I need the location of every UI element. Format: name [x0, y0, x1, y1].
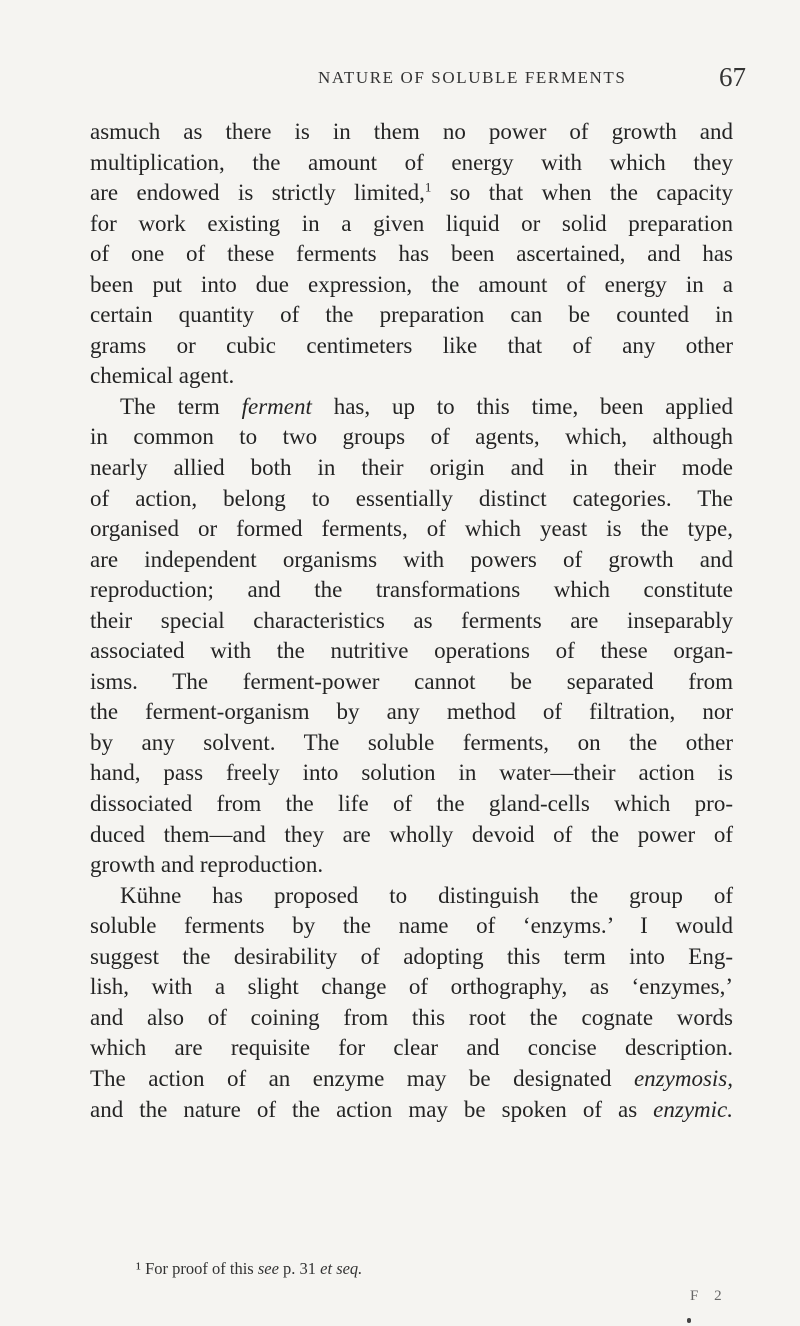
text-line: reproduction; and the transformations which constitute: [90, 577, 733, 603]
running-head: [0, 62, 800, 102]
paragraph-1: [90, 117, 733, 392]
text-segment: so that when the capacity: [431, 180, 733, 206]
text-line: in common to two groups of agents, which, although: [90, 424, 733, 450]
page-number: 67: [719, 62, 746, 92]
body-text: [90, 117, 733, 1125]
footnote-text: For proof of this: [140, 1259, 258, 1278]
running-title: NATURE OF SOLUBLE FERMENTS: [318, 68, 627, 87]
text-line: [90, 392, 733, 423]
text-line: are independent organisms with powers of growth and: [90, 546, 733, 572]
text-line: [90, 178, 733, 209]
paragraph-2: [90, 392, 733, 881]
paragraph-3: [90, 881, 733, 1125]
text-line: for work existing in a given liquid or solid preparation: [90, 210, 733, 236]
text-segment: are endowed is strictly limited,: [90, 180, 425, 206]
text-segment: The term: [120, 393, 242, 419]
text-line: growth and reproduction.: [90, 852, 324, 878]
text-line: of one of these ferments has been ascertained, and has: [90, 241, 733, 267]
text-line: associated with the nutritive operations of these organ-: [90, 638, 733, 664]
footnote-italic: see: [257, 1259, 279, 1278]
text-line: suggest the desirability of adopting this term into Eng-: [90, 943, 733, 969]
text-line: asmuch as there is in them no power of growth and: [90, 119, 733, 144]
text-segment: The action of an enzyme may be designated: [90, 1065, 634, 1091]
footnote-text: p. 31: [278, 1259, 321, 1278]
text-line: duced them—and they are wholly devoid of the power of: [90, 821, 733, 847]
text-segment: has, up to this time, been applied: [311, 393, 734, 419]
footnote-reference: 1: [424, 179, 432, 195]
text-line: their special characteristics as ferments are inseparably: [90, 607, 733, 633]
footnote-marker: ¹: [136, 1259, 141, 1278]
text-line: of action, belong to essentially distinct categories. The: [90, 485, 733, 511]
text-line: lish, with a slight change of orthography, as ‘enzymes,’: [90, 974, 733, 1000]
text-line: chemical agent.: [90, 363, 235, 389]
text-line: which are requisite for clear and concise description.: [90, 1035, 733, 1061]
text-line: multiplication, the amount of energy with which they: [90, 149, 733, 175]
ink-speck: [687, 1318, 691, 1323]
italic-term: ferment: [241, 393, 312, 419]
signature-mark: F 2: [690, 1288, 728, 1304]
text-line: and also of coining from this root the cognate words: [90, 1004, 733, 1030]
text-line: certain quantity of the preparation can be counted in: [90, 302, 733, 328]
footnote-italic: et seq.: [320, 1259, 363, 1278]
text-line: isms. The ferment-power cannot be separated from: [90, 668, 733, 694]
italic-term: enzymosis,: [633, 1065, 733, 1091]
text-line: nearly allied both in their origin and in their mode: [90, 455, 733, 481]
text-line: Kühne has proposed to distinguish the group of: [120, 882, 733, 908]
text-line: dissociated from the life of the gland-cells which pro-: [90, 791, 733, 817]
text-line: [90, 1064, 733, 1095]
text-segment: and the nature of the action may be spoken of as: [90, 1096, 654, 1122]
text-line: by any solvent. The soluble ferments, on the other: [90, 729, 733, 755]
footnote: [136, 1259, 362, 1279]
text-line: the ferment-organism by any method of filtration, nor: [90, 699, 733, 725]
text-line: hand, pass freely into solution in water—their action is: [90, 760, 733, 786]
italic-term: enzymic.: [653, 1096, 733, 1122]
text-line: soluble ferments by the name of ‘enzyms.’ I would: [90, 913, 733, 939]
text-line: grams or cubic centimeters like that of any other: [90, 332, 733, 358]
text-line: been put into due expression, the amount of energy in a: [90, 271, 733, 297]
text-line: [90, 1095, 733, 1126]
text-line: organised or formed ferments, of which yeast is the type,: [90, 516, 733, 542]
